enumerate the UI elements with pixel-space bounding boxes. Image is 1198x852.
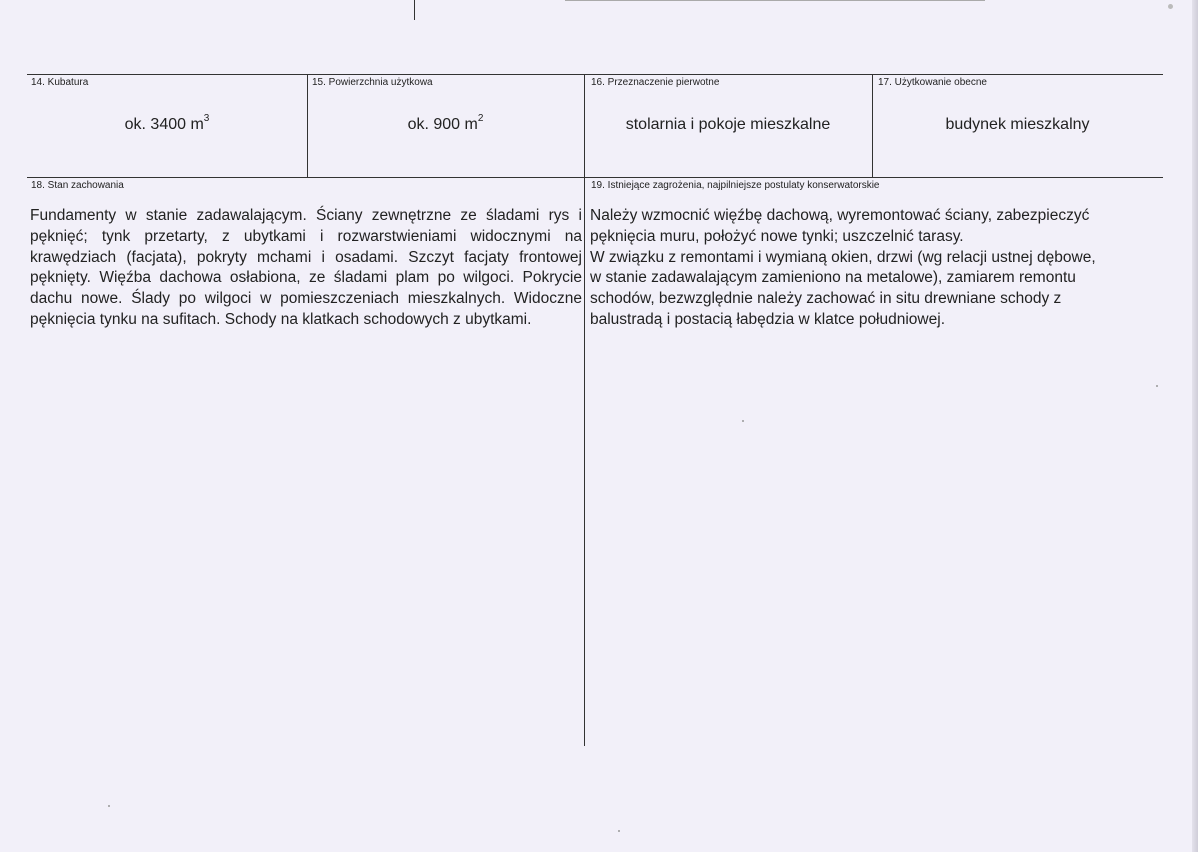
field-17-label: 17. Użytkowanie obecne xyxy=(878,77,987,88)
field-19-line: W związku z remontami i wymianą okien, drzwi (wg relacji ustnej dębowe, xyxy=(590,248,1096,266)
table-middle-rule xyxy=(27,177,1163,178)
paper-edge-shadow xyxy=(1192,0,1198,852)
divider-main xyxy=(584,74,585,746)
field-19-label: 19. Istniejące zagrożenia, najpilniejsze postulaty konserwatorskie xyxy=(591,180,880,191)
field-15-label: 15. Powierzchnia użytkowa xyxy=(312,77,433,88)
field-19-line: w stanie zadawalającym zamieniono na metalowe), zamiarem remontu xyxy=(590,269,1076,287)
field-18-label: 18. Stan zachowania xyxy=(31,180,124,191)
paper-speck xyxy=(108,805,110,807)
field-14-unit-exponent: 3 xyxy=(203,113,210,124)
field-14-value xyxy=(27,113,307,134)
field-19-line: Należy wzmocnić więźbę dachową, wyremontować ściany, zabezpieczyć xyxy=(590,207,1090,224)
paper-speck xyxy=(742,420,744,422)
field-15-value xyxy=(307,113,584,134)
field-18-text: Fundamenty w stanie zadawalającym. Ściany zewnętrzne ze śladami rys i pęknięć; tynk przetarty, z ubytkami i rozwarstwieniami widocznymi na krawędziach (facjata), pokryty mchami i osadami. Szczyt facjaty frontowej pęknięty. Więźba dachowa osłabiona, ze śladami plam po wilgoci. Pokrycie dachu nowe. Ślady po wilgoci w pomieszczeniach mieszkalnych. Widoczne pęknięcia tynku na sufitach. Schody na klatkach schodowych z ubytkami. xyxy=(30,207,582,328)
paper-speck xyxy=(1156,385,1158,387)
top-tick-mark xyxy=(414,0,415,20)
table-top-rule xyxy=(27,74,1163,75)
field-15-unit-exponent: 2 xyxy=(477,113,484,124)
field-19-line: pęknięcia muru, położyć nowe tynki; uszczelnić tarasy. xyxy=(590,227,964,245)
top-faded-line xyxy=(565,0,985,1)
field-19-text xyxy=(590,206,1160,331)
field-16-label: 16. Przeznaczenie pierwotne xyxy=(591,77,720,88)
field-15-value-text: ok. 900 m xyxy=(407,116,478,133)
field-19-line: balustradą i postacią łabędzia w klatce południowej. xyxy=(590,310,945,328)
punch-hole-mark xyxy=(1168,4,1173,9)
field-14-value-text: ok. 3400 m xyxy=(124,116,204,133)
field-19-line: schodów, bezwzględnie należy zachować in situ drewniane schody z xyxy=(590,290,1062,308)
paper-speck xyxy=(618,830,620,832)
field-14-label: 14. Kubatura xyxy=(31,77,89,88)
field-16-value: stolarnia i pokoje mieszkalne xyxy=(625,116,831,133)
field-17-value: budynek mieszkalny xyxy=(945,116,1090,133)
